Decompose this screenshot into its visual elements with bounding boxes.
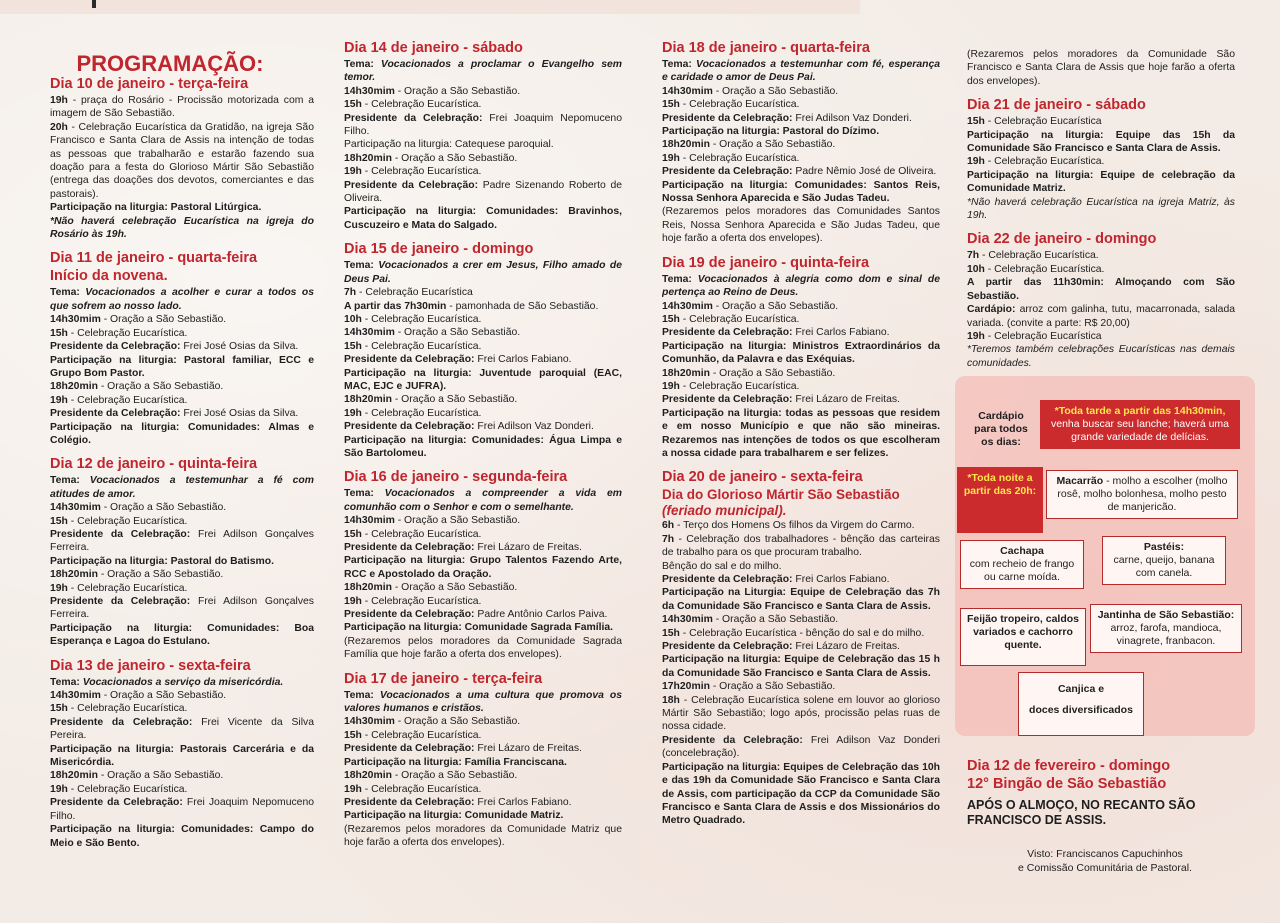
day-17-line: 19h - Celebração Eucarística.: [344, 783, 482, 795]
column-2: [344, 40, 622, 850]
day-20-heading: Dia 20 de janeiro - sexta-feira: [662, 469, 863, 486]
day-20-line: 7h - Celebração dos trabalhadores - bênção das carteiras de trabalho para os que procuram trabalho.: [662, 533, 940, 559]
day-13-theme: Tema: Vocacionados a serviço da misericórdia.: [50, 676, 284, 688]
day-13-line: 19h - Celebração Eucarística.: [50, 783, 188, 795]
day-14-line: Participação na liturgia: Catequese paroquial.: [344, 139, 554, 151]
day-11-subheading: Início da novena.: [50, 268, 168, 285]
menu-jantinha-box: Jantinha de São Sebastião: arroz, farofa, mandioca, vinagrete, franbacon.: [1090, 604, 1242, 653]
day-20-line: 18h - Celebração Eucarística solene em louvor ao glorioso Mártir São Sebastião; logo após, procissão pelas ruas de nossa cidade.: [662, 694, 940, 733]
day-16-line: 14h30mim - Oração a São Sebastião.: [344, 515, 521, 527]
menu-feijao-box: Feijão tropeiro, caldos variados e cachorro quente.: [960, 608, 1086, 666]
day-16-line: Participação na liturgia: Grupo Talentos Fazendo Arte, RCC e Apostolado da Oração.: [344, 555, 622, 580]
day-20-envelope-note: (Rezaremos pelos moradores da Comunidade São Francisco e Santa Clara de Assis que hoje farão a oferta dos envelopes).: [967, 49, 1235, 87]
day-15-line: 15h - Celebração Eucarística.: [344, 340, 482, 352]
day-18-line: (Rezaremos pelos moradores das Comunidades Santos Reis, Nossa Senhora Aparecida e São Judas Tadeu, que hoje farão a oferta dos envelopes).: [662, 206, 940, 245]
day-17-line: Participação na liturgia: Família Franciscana.: [344, 756, 567, 768]
day-15-line: A partir das 7h30min - pamonhada de São Sebastião.: [344, 300, 599, 312]
day-13-heading: Dia 13 de janeiro - sexta-feira: [50, 657, 251, 674]
menu-night-box: *Toda noite a partir das 20h:: [957, 467, 1043, 533]
day-20-line: Participação na liturgia: Equipes de Celebração das 10h e das 19h da Comunidade São Francisco e Santa Clara de Assis, com participação da CCP da Comunidade São Francisco e Santa Clara de Assis e dos Missionários do Metro Quadrado.: [662, 761, 940, 827]
day-21-line: Participação na liturgia: Equipe de celebração da Comunidade Matriz.: [967, 169, 1235, 195]
day-15-line: 19h - Celebração Eucarística.: [344, 407, 482, 419]
day-11-line: 18h20min - Oração a São Sebastião.: [50, 381, 224, 393]
day-16-line: 19h - Celebração Eucarística.: [344, 595, 482, 607]
day-16-line: 15h - Celebração Eucarística.: [344, 528, 482, 540]
day-16-line: Participação na liturgia: Comunidade Sagrada Família.: [344, 622, 614, 634]
day-18-line: 18h20min - Oração a São Sebastião.: [662, 139, 836, 151]
day-16-heading: Dia 16 de janeiro - segunda-feira: [344, 469, 568, 486]
day-12-line: Participação na liturgia: Pastoral do Batismo.: [50, 555, 275, 567]
day-21-line: Participação na liturgia: Equipe das 15h da Comunidade São Francisco e Santa Clara de Assis.: [967, 129, 1235, 155]
day-11-line: 15h - Celebração Eucarística.: [50, 327, 188, 339]
day-22-line: 19h - Celebração Eucarística: [967, 330, 1102, 342]
day-17-line: (Rezaremos pelos moradores da Comunidade Matriz que hoje farão a oferta dos envelopes).: [344, 823, 622, 849]
menu-canjica-box: Canjica e doces diversificados: [1018, 672, 1144, 736]
menu-afternoon-box: *Toda tarde a partir das 14h30min, venha buscar seu lanche; haverá uma grande variedade de delícias.: [1040, 400, 1240, 449]
day-11-line: Participação na liturgia: Pastoral familiar, ECC e Grupo Bom Pastor.: [50, 354, 314, 379]
day-19-line: Participação na liturgia: Ministros Extraordinários da Comunhão, da Palavra e das Exéquias.: [662, 340, 940, 366]
day-21-heading: Dia 21 de janeiro - sábado: [967, 97, 1146, 114]
page-title: PROGRAMAÇÃO:: [76, 51, 264, 76]
day-13-line: Participação na liturgia: Pastorais Carcerária e da Misericórdia.: [50, 743, 314, 769]
day-19-line: Presidente da Celebração: Frei Carlos Fabiano.: [662, 327, 890, 339]
day-20-line: 14h30mim - Oração a São Sebastião.: [662, 614, 839, 626]
day-11-line: Participação na liturgia: Comunidades: Almas e Colégio.: [50, 421, 314, 446]
day-20-subheading: Dia do Glorioso Mártir São Sebastião: [662, 487, 900, 503]
day-22-note: *Teremos também celebrações Eucarísticas nas demais comunidades.: [967, 344, 1235, 369]
day-15-theme: Tema: Vocacionados a crer em Jesus, Filho amado de Deus Pai.: [344, 260, 622, 285]
day-11-line: 14h30mim - Oração a São Sebastião.: [50, 314, 227, 326]
menu-pasteis-box: Pastéis: carne, queijo, banana com canela.: [1102, 536, 1226, 585]
column-3: [662, 40, 940, 828]
day-18-line: 14h30mim - Oração a São Sebastião.: [662, 85, 839, 97]
day-19-line: Presidente da Celebração: Frei Lázaro de Freitas.: [662, 394, 900, 406]
menu-macarrao-box: Macarrão - molho a escolher (molho rosê, molho bolonhesa, molho pesto de manjericão.: [1046, 470, 1238, 519]
day-20-line: 15h - Celebração Eucarística - bênção do sal e do milho.: [662, 627, 925, 639]
day-12-line: 18h20min - Oração a São Sebastião.: [50, 569, 224, 581]
day-17-heading: Dia 17 de janeiro - terça-feira: [344, 670, 543, 687]
day-19-line: 18h20min - Oração a São Sebastião.: [662, 367, 836, 379]
day-19-line: 14h30mim - Oração a São Sebastião.: [662, 300, 839, 312]
day-20-line: Presidente da Celebração: Frei Lázaro de Freitas.: [662, 641, 900, 653]
day-15-heading: Dia 15 de janeiro - domingo: [344, 241, 534, 258]
day-18-line: Presidente da Celebração: Frei Adilson Vaz Donderi.: [662, 112, 912, 124]
bingo-heading: 12° Bingão de São Sebastião: [967, 776, 1167, 792]
day-20-line: Participação na liturgia: Equipe de Celebração das 15 h da Comunidade São Francisco e Santa Clara de Assis.: [662, 654, 940, 679]
top-mark: [92, 0, 96, 8]
day-20-line: Bênção do sal e do milho.: [662, 560, 782, 572]
day-14-line: Presidente da Celebração: Frei Joaquim Nepomuceno Filho.: [344, 112, 622, 138]
day-15-line: Participação na liturgia: Juventude paroquial (EAC, MAC, EJC e JUFRA).: [344, 367, 622, 392]
day-12-line: Participação na liturgia: Comunidades: Boa Esperança e Lagoa do Estulano.: [50, 622, 314, 648]
day-15-line: Participação na liturgia: Comunidades: Água Limpa e São Bartolomeu.: [344, 434, 622, 459]
day-15-line: Presidente da Celebração: Frei Adilson Vaz Donderi.: [344, 421, 594, 433]
day-11-line: Presidente da Celebração: Frei José Osias da Silva.: [50, 408, 299, 420]
day-21-line: 15h - Celebração Eucarística: [967, 116, 1102, 128]
day-17-line: 14h30mim - Oração a São Sebastião.: [344, 716, 521, 728]
day-18-line: Participação na liturgia: Comunidades: Santos Reis, Nossa Senhora Aparecida e São Judas Tadeu.: [662, 179, 940, 205]
day-14-line: 19h - Celebração Eucarística.: [344, 166, 482, 178]
day-12-line: Presidente da Celebração: Frei Adilson Gonçalves Ferreira.: [50, 528, 314, 554]
day-11-heading: Dia 11 de janeiro - quarta-feira: [50, 250, 258, 267]
day-11-theme: Tema: Vocacionados a acolher e curar a todos os que sofrem ao nosso lado.: [50, 287, 314, 312]
day-13-line: 18h20min - Oração a São Sebastião.: [50, 770, 224, 782]
day-10-note: *Não haverá celebração Eucarística na igreja do Rosário às 19h.: [50, 215, 314, 241]
day-13-line: Presidente da Celebração: Frei Joaquim Nepomuceno Filho.: [50, 797, 314, 822]
february-heading: Dia 12 de fevereiro - domingo: [967, 758, 1171, 774]
column-4: [967, 48, 1235, 370]
day-15-line: Presidente da Celebração: Frei Carlos Fabiano.: [344, 354, 572, 366]
day-10-participation: Participação na liturgia: Pastoral Litúrgica.: [50, 202, 262, 214]
day-16-line: 18h20min - Oração a São Sebastião.: [344, 582, 518, 594]
day-22-line: Cardápio: arroz com galinha, tutu, macarronada, salada variada. (convite a parte: R$ 20,00): [967, 304, 1235, 329]
day-18-line: 15h - Celebração Eucarística.: [662, 99, 800, 111]
day-20-holiday: (feriado municipal).: [662, 503, 787, 519]
day-20-line: Participação na Liturgia: Equipe de Celebração das 7h da Comunidade São Francisco e Santa Clara de Assis.: [662, 587, 940, 612]
day-19-heading: Dia 19 de janeiro - quinta-feira: [662, 254, 870, 271]
day-18-line: Presidente da Celebração: Padre Nêmio José de Oliveira.: [662, 166, 937, 178]
day-12-line: 15h - Celebração Eucarística.: [50, 515, 188, 527]
day-15-line: 18h20min - Oração a São Sebastião.: [344, 394, 518, 406]
day-10-heading: Dia 10 de janeiro - terça-feira: [50, 76, 249, 92]
day-12-line: 14h30mim - Oração a São Sebastião.: [50, 502, 227, 514]
day-16-line: Presidente da Celebração: Frei Lázaro de Freitas.: [344, 542, 582, 553]
day-22-heading: Dia 22 de janeiro - domingo: [967, 231, 1157, 248]
day-15-line: 14h30mim - Oração a São Sebastião.: [344, 327, 521, 339]
day-17-line: Participação na liturgia: Comunidade Matriz.: [344, 810, 564, 822]
day-14-line: Participação na liturgia: Comunidades: Bravinhos, Cuscuzeiro e Mata do Salgado.: [344, 206, 622, 231]
day-18-line: 19h - Celebração Eucarística.: [662, 152, 800, 164]
day-20-line: Presidente da Celebração: Frei Adilson Vaz Donderi (concelebração).: [662, 734, 940, 760]
day-11-line: 19h - Celebração Eucarística.: [50, 394, 188, 406]
day-16-line: (Rezaremos pelos moradores da Comunidade Sagrada Família que hoje farão a oferta dos envelopes).: [344, 635, 622, 661]
february-section: [967, 758, 1237, 828]
menu-cachapa-box: Cachapa com recheio de frango ou carne moída.: [960, 540, 1084, 589]
day-12-theme: Tema: Vocacionados a testemunhar a fé com atitudes de amor.: [50, 475, 314, 500]
day-14-heading: Dia 14 de janeiro - sábado: [344, 40, 523, 56]
approval-note: Visto: Franciscanos Capuchinhos e Comissão Comunitária de Pastoral.: [1018, 848, 1192, 874]
day-14-line: Presidente da Celebração: Padre Sizenando Roberto de Oliveira.: [344, 179, 622, 205]
day-12-line: 19h - Celebração Eucarística.: [50, 582, 188, 594]
day-10-line: 20h - Celebração Eucarística da Gratidão, na igreja São Francisco e Santa Clara de Assis na intenção de todas as pessoas que trabalharão e estarão fazendo sua doação para a festa do Glorioso Mártir São Sebastião (entrega das doações dos devotos, comerciantes e das pastorais).: [50, 121, 314, 200]
day-21-line: 19h - Celebração Eucarística.: [967, 156, 1105, 168]
day-18-line: Participação na liturgia: Pastoral do Dízimo.: [662, 126, 880, 138]
day-20-line: 17h20min - Oração a São Sebastião.: [662, 681, 836, 693]
day-16-theme: Tema: Vocacionados a compreender a vida em comunhão com o Senhor e com o semelhante.: [344, 488, 622, 513]
day-18-heading: Dia 18 de janeiro - quarta-feira: [662, 40, 870, 56]
day-14-line: 15h - Celebração Eucarística.: [344, 99, 482, 111]
day-19-line: Participação na liturgia: todas as pessoas que residem e em nosso Município e que não são mineiras. Rezaremos nas intenções de todos os que escolheram a nossa cidade para trabalharem e ser felizes.: [662, 407, 940, 459]
day-19-line: 19h - Celebração Eucarística.: [662, 380, 800, 392]
menu-cardapio-label: Cardápio para todos os dias:: [974, 410, 1028, 448]
day-17-line: 15h - Celebração Eucarística.: [344, 729, 482, 741]
day-16-line: Presidente da Celebração: Padre Antônio Carlos Paiva.: [344, 609, 608, 621]
day-19-line: 15h - Celebração Eucarística.: [662, 313, 800, 325]
day-13-line: 14h30mim - Oração a São Sebastião.: [50, 690, 227, 702]
day-14-line: 18h20min - Oração a São Sebastião.: [344, 152, 518, 164]
day-13-line: Presidente da Celebração: Frei Vicente da Silva Pereira.: [50, 716, 314, 742]
day-14-line: 14h30mim - Oração a São Sebastião.: [344, 85, 521, 97]
day-14-theme: Tema: Vocacionados a proclamar o Evangelho sem temor.: [344, 59, 622, 84]
bingo-location: APÓS O ALMOÇO, NO RECANTO SÃO FRANCISCO DE ASSIS.: [967, 798, 1196, 827]
day-17-line: Presidente da Celebração: Frei Lázaro de Freitas.: [344, 743, 582, 755]
day-22-line: A partir das 11h30min: Almoçando com São Sebastião.: [967, 277, 1235, 302]
day-15-line: 10h - Celebração Eucarística.: [344, 313, 482, 325]
day-13-line: Participação na liturgia: Comunidades: Campo do Meio e São Bento.: [50, 824, 314, 849]
day-20-line: 6h - Terço dos Homens Os filhos da Virgem do Carmo.: [662, 520, 915, 532]
day-22-line: 7h - Celebração Eucarística.: [967, 250, 1099, 262]
day-19-theme: Tema: Vocacionados à alegria como dom e sinal de pertença ao Reino de Deus.: [662, 273, 940, 299]
day-17-line: Presidente da Celebração: Frei Carlos Fabiano.: [344, 796, 572, 808]
day-12-heading: Dia 12 de janeiro - quinta-feira: [50, 456, 258, 473]
day-21-note: *Não haverá celebração Eucarística na igreja Matriz, às 19h.: [967, 196, 1235, 222]
day-10-line: 19h - praça do Rosário - Procissão motorizada com a imagem de São Sebastião.: [50, 95, 314, 120]
day-12-line: Presidente da Celebração: Frei Adilson Gonçalves Ferreira.: [50, 596, 314, 621]
day-17-theme: Tema: Vocacionados a uma cultura que promova os valores humanos e cristãos.: [344, 689, 622, 715]
day-20-line: Presidente da Celebração: Frei Carlos Fabiano.: [662, 574, 890, 585]
top-strip: [0, 0, 860, 14]
day-11-line: Presidente da Celebração: Frei José Osias da Silva.: [50, 341, 299, 353]
day-17-line: 18h20min - Oração a São Sebastião.: [344, 770, 518, 782]
day-13-line: 15h - Celebração Eucarística.: [50, 703, 188, 715]
day-18-theme: Tema: Vocacionados a testemunhar com fé, esperança e caridade o amor de Deus Pai.: [662, 59, 940, 84]
day-15-line: 7h - Celebração Eucarística: [344, 287, 473, 299]
column-1: [50, 14, 314, 850]
day-22-line: 10h - Celebração Eucarística.: [967, 263, 1105, 275]
